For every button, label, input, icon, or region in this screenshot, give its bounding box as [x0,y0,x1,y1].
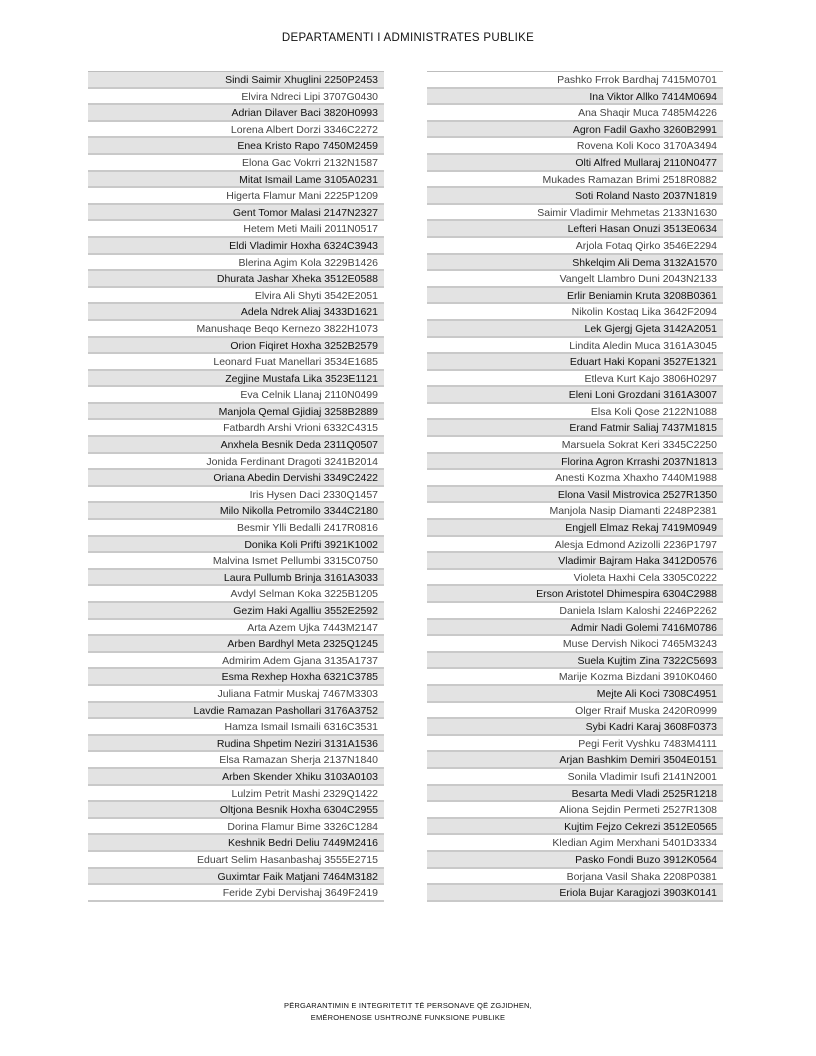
list-item: Lek Gjergj Gjeta 3142A2051 [427,321,723,338]
list-item: Aliona Sejdin Permeti 2527R1308 [427,802,723,819]
list-item: Sindi Saimir Xhuglini 2250P2453 [88,72,384,89]
list-item: Anxhela Besnik Deda 2311Q0507 [88,437,384,454]
list-item: Erson Aristotel Dhimespira 6304C2988 [427,586,723,603]
list-item: Rovena Koli Koco 3170A3494 [427,138,723,155]
list-item: Vladimir Bajram Haka 3412D0576 [427,553,723,570]
list-item: Florina Agron Krrashi 2037N1813 [427,454,723,471]
list-item: Donika Koli Prifti 3921K1002 [88,537,384,554]
footer-line-1: PËRGARANTIMIN E INTEGRITETIT TË PERSONAVE QË ZGJIDHEN, [284,1001,532,1010]
list-item: Anesti Kozma Xhaxho 7440M1988 [427,470,723,487]
list-item: Manjola Nasip Diamanti 2248P2381 [427,503,723,520]
list-item: Adela Ndrek Aliaj 3433D1621 [88,304,384,321]
list-item: Sonila Vladimir Isufi 2141N2001 [427,769,723,786]
list-item: Eduart Selim Hasanbashaj 3555E2715 [88,852,384,869]
list-item: Oltjona Besnik Hoxha 6304C2955 [88,802,384,819]
list-item: Daniela Islam Kaloshi 2246P2262 [427,603,723,620]
list-item: Marsuela Sokrat Keri 3345C2250 [427,437,723,454]
list-item: Avdyl Selman Koka 3225B1205 [88,586,384,603]
list-item: Manjola Qemal Gjidiaj 3258B2889 [88,404,384,421]
list-item: Elsa Ramazan Sherja 2137N1840 [88,752,384,769]
list-item: Gezim Haki Agalliu 3552E2592 [88,603,384,620]
list-item: Lorena Albert Dorzi 3346C2272 [88,122,384,139]
list-item: Eldi Vladimir Hoxha 6324C3943 [88,238,384,255]
list-item: Kujtim Fejzo Cekrezi 3512E0565 [427,819,723,836]
list-item: Erlir Beniamin Kruta 3208B0361 [427,288,723,305]
list-item: Arjola Fotaq Qirko 3546E2294 [427,238,723,255]
list-item: Saimir Vladimir Mehmetas 2133N1630 [427,205,723,222]
list-item: Arben Skender Xhiku 3103A0103 [88,769,384,786]
list-item: Arjan Bashkim Demiri 3504E0151 [427,752,723,769]
list-item: Eva Celnik Llanaj 2110N0499 [88,387,384,404]
list-item: Elona Gac Vokrri 2132N1587 [88,155,384,172]
list-item: Lindita Aledin Muca 3161A3045 [427,338,723,355]
list-item: Lavdie Ramazan Pashollari 3176A3752 [88,703,384,720]
list-item: Admir Nadi Golemi 7416M0786 [427,620,723,637]
list-item: Iris Hysen Daci 2330Q1457 [88,487,384,504]
list-item: Borjana Vasil Shaka 2208P0381 [427,869,723,886]
list-item: Marije Kozma Bizdani 3910K0460 [427,669,723,686]
list-item: Zegjine Mustafa Lika 3523E1121 [88,371,384,388]
list-item: Agron Fadil Gaxho 3260B2991 [427,122,723,139]
list-item: Mukades Ramazan Brimi 2518R0882 [427,172,723,189]
right-name-list [427,71,723,902]
list-item: Milo Nikolla Petromilo 3344C2180 [88,503,384,520]
list-item: Orion Fiqiret Hoxha 3252B2579 [88,338,384,355]
list-item: Olti Alfred Mullaraj 2110N0477 [427,155,723,172]
list-item: Laura Pullumb Brinja 3161A3033 [88,570,384,587]
list-item: Pegi Ferit Vyshku 7483M4111 [427,736,723,753]
list-item: Arta Azem Ujka 7443M2147 [88,620,384,637]
list-item: Mitat Ismail Lame 3105A0231 [88,172,384,189]
list-item: Admirim Adem Gjana 3135A1737 [88,653,384,670]
list-item: Keshnik Bedri Deliu 7449M2416 [88,835,384,852]
list-item: Leonard Fuat Manellari 3534E1685 [88,354,384,371]
list-item: Eduart Haki Kopani 3527E1321 [427,354,723,371]
list-item: Ana Shaqir Muca 7485M4226 [427,105,723,122]
list-item: Erand Fatmir Saliaj 7437M1815 [427,420,723,437]
list-item: Arben Bardhyl Meta 2325Q1245 [88,636,384,653]
list-item: Etleva Kurt Kajo 3806H0297 [427,371,723,388]
list-item: Hamza Ismail Ismaili 6316C3531 [88,719,384,736]
list-item: Higerta Flamur Mani 2225P1209 [88,188,384,205]
list-item: Pasko Fondi Buzo 3912K0564 [427,852,723,869]
list-item: Guximtar Faik Matjani 7464M3182 [88,869,384,886]
list-item: Vangelt Llambro Duni 2043N2133 [427,271,723,288]
list-item: Gent Tomor Malasi 2147N2327 [88,205,384,222]
list-item: Besmir Ylli Bedalli 2417R0816 [88,520,384,537]
list-item: Manushaqe Beqo Kernezo 3822H1073 [88,321,384,338]
list-item: Nikolin Kostaq Lika 3642F2094 [427,304,723,321]
list-item: Rudina Shpetim Neziri 3131A1536 [88,736,384,753]
page-title: DEPARTAMENTI I ADMINISTRATES PUBLIKE [281,32,535,44]
list-item: Blerina Agim Kola 3229B1426 [88,255,384,272]
list-item: Besarta Medi Vladi 2525R1218 [427,786,723,803]
list-item: Engjell Elmaz Rekaj 7419M0949 [427,520,723,537]
list-item: Dorina Flamur Bime 3326C1284 [88,819,384,836]
list-item: Suela Kujtim Zina 7322C5693 [427,653,723,670]
list-item: Eriola Bujar Karagjozi 3903K0141 [427,885,723,902]
list-item: Ina Viktor Allko 7414M0694 [427,89,723,106]
list-item: Alesja Edmond Azizolli 2236P1797 [427,537,723,554]
list-item: Elvira Ali Shyti 3542E2051 [88,288,384,305]
list-item: Lulzim Petrit Mashi 2329Q1422 [88,786,384,803]
list-item: Dhurata Jashar Xheka 3512E0588 [88,271,384,288]
list-item: Esma Rexhep Hoxha 6321C3785 [88,669,384,686]
list-item: Oriana Abedin Dervishi 3349C2422 [88,470,384,487]
list-item: Elsa Koli Qose 2122N1088 [427,404,723,421]
list-item: Sybi Kadri Karaj 3608F0373 [427,719,723,736]
list-item: Violeta Haxhi Cela 3305C0222 [427,570,723,587]
list-item: Shkelqim Ali Dema 3132A1570 [427,255,723,272]
list-item: Olger Rraif Muska 2420R0999 [427,703,723,720]
left-name-list [88,71,384,902]
list-item: Kledian Agim Merxhani 5401D3334 [427,835,723,852]
list-item: Soti Roland Nasto 2037N1819 [427,188,723,205]
list-item: Jonida Ferdinant Dragoti 3241B2014 [88,454,384,471]
list-item: Elona Vasil Mistrovica 2527R1350 [427,487,723,504]
list-item: Fatbardh Arshi Vrioni 6332C4315 [88,420,384,437]
list-item: Eleni Loni Grozdani 3161A3007 [427,387,723,404]
list-item: Enea Kristo Rapo 7450M2459 [88,138,384,155]
list-item: Feride Zybi Dervishaj 3649F2419 [88,885,384,902]
list-item: Elvira Ndreci Lipi 3707G0430 [88,89,384,106]
list-item: Juliana Fatmir Muskaj 7467M3303 [88,686,384,703]
list-item: Adrian Dilaver Baci 3820H0993 [88,105,384,122]
list-item: Lefteri Hasan Onuzi 3513E0634 [427,221,723,238]
footer [0,1000,816,1024]
footer-line-2: EMËROHENOSE USHTROJNË FUNKSIONE PUBLIKE [310,1013,506,1022]
list-item: Hetem Meti Maili 2011N0517 [88,221,384,238]
list-item: Pashko Frrok Bardhaj 7415M0701 [427,72,723,89]
list-item: Muse Dervish Nikoci 7465M3243 [427,636,723,653]
list-item: Mejte Ali Koci 7308C4951 [427,686,723,703]
list-item: Malvina Ismet Pellumbi 3315C0750 [88,553,384,570]
